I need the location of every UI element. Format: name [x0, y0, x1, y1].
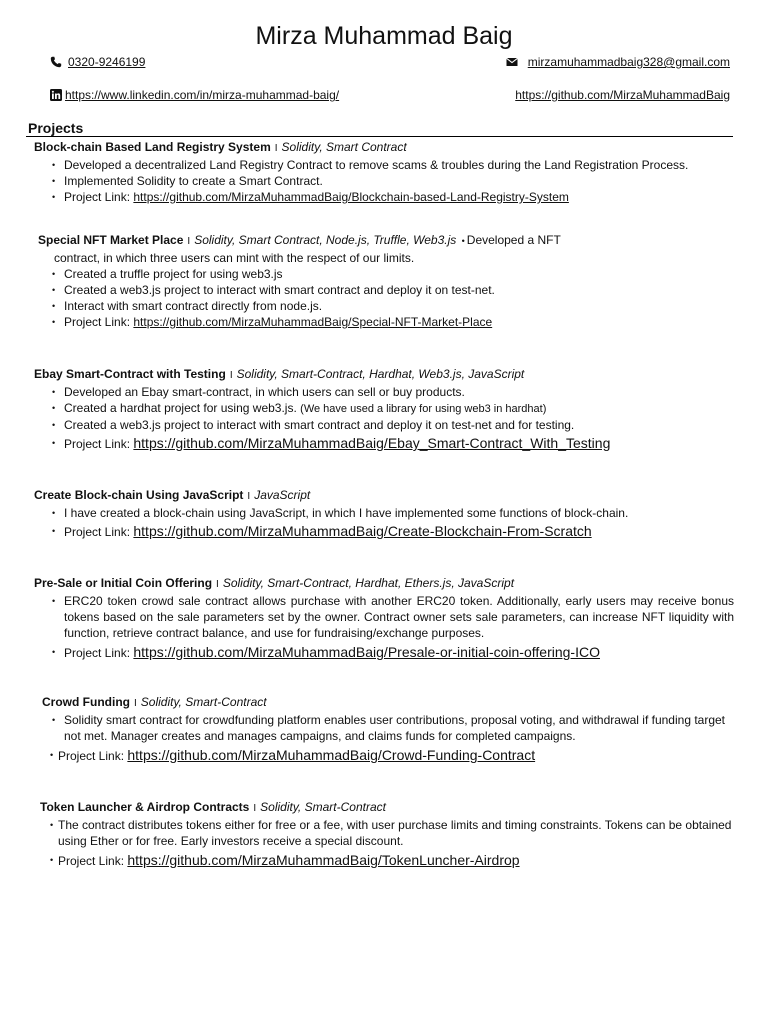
project-link-label: Project Link: [64, 315, 131, 329]
github-contact [515, 88, 730, 102]
list-item: • Created a web3.js project to interact with smart contract and deploy it on test-net. [34, 282, 738, 298]
project-tech: Solidity, Smart-Contract, Hardhat, Web3.js, JavaScript [236, 367, 525, 381]
list-item [34, 644, 734, 661]
project-tech: Solidity, Smart Contract [281, 140, 407, 154]
project-tech: Solidity, Smart-Contract, Hardhat, Ethers.js, JavaScript [222, 576, 515, 590]
project-title: Create Block-chain Using JavaScript [34, 488, 244, 502]
project-title: Ebay Smart-Contract with Testing [34, 367, 226, 381]
list-item [34, 852, 734, 869]
project-link[interactable]: https://github.com/MirzaMuhammadBaig/Ebay_Smart-Contract_With_Testing [133, 435, 611, 451]
project-link[interactable]: https://github.com/MirzaMuhammadBaig/Blockchain-based-Land-Registry-System [133, 190, 569, 204]
inline-bullet: • [461, 236, 465, 246]
bullet-text: Created a hardhat project for using web3.js. [64, 401, 297, 415]
bullet-list [34, 266, 738, 330]
linkedin-link[interactable]: https://www.linkedin.com/in/mirza-muhammad-baig/ [65, 88, 340, 102]
project-link[interactable]: https://github.com/MirzaMuhammadBaig/Crowd-Funding-Contract [127, 747, 536, 763]
project-link-label: Project Link: [58, 854, 125, 868]
project-title: Token Launcher & Airdrop Contracts [40, 800, 250, 814]
list-item [34, 400, 734, 417]
list-item: • Developed a decentralized Land Registry Contract to remove scams & troubles during the Land Registration Process. [34, 157, 734, 173]
project-link[interactable]: https://github.com/MirzaMuhammadBaig/Create-Blockchain-From-Scratch [133, 523, 592, 539]
project-title: Crowd Funding [42, 695, 130, 709]
list-item [34, 435, 734, 452]
bullet-note: (We have used a library for using web3 in hardhat) [300, 403, 547, 415]
project-description: Developed a NFT [466, 233, 561, 247]
email-contact [506, 55, 730, 69]
project-description-cont: contract, in which three users can mint with the respect of our limits. [54, 251, 415, 265]
project-ico [34, 575, 734, 661]
bullet-list [34, 817, 734, 869]
project-token-launcher [40, 799, 734, 869]
list-item [34, 523, 734, 540]
project-tech: JavaScript [254, 488, 311, 502]
phone-contact [50, 55, 145, 69]
bullet-list [34, 157, 734, 205]
list-item [34, 189, 734, 205]
bullet-list [34, 505, 734, 540]
project-header [42, 694, 734, 712]
list-item: • Created a truffle project for using web3.js [34, 266, 738, 282]
section-title: Projects [28, 120, 84, 136]
project-js-blockchain [34, 487, 734, 540]
list-item: • Created a web3.js project to interact with smart contract and deploy it on test-net and for testing. [34, 417, 734, 433]
project-link-label: Project Link: [64, 525, 131, 539]
bullet-list [34, 712, 734, 764]
linkedin-contact [50, 88, 339, 102]
project-title: Special NFT Market Place [38, 233, 184, 247]
list-item: • Solidity smart contract for crowdfunding platform enables user contributions, proposal voting, and withdrawal if funding target not met. Manager creates and manages campaigns, and claims funds for completed campaigns. [34, 712, 734, 744]
project-link-label: Project Link: [64, 646, 131, 660]
project-tech: Solidity, Smart-Contract [140, 695, 267, 709]
project-tech: Solidity, Smart Contract, Node.js, Truffle, Web3.js [194, 233, 457, 247]
project-header [34, 487, 734, 505]
list-item [34, 314, 738, 330]
separator: I [216, 579, 219, 590]
project-header [38, 232, 738, 250]
section-divider [26, 136, 733, 137]
project-link[interactable]: https://github.com/MirzaMuhammadBaig/TokenLuncher-Airdrop [127, 852, 520, 868]
list-item: • The contract distributes tokens either for free or a fee, with user purchase limits and timing constraints. Tokens can be obtained using Ether or for free. Early investors receive a special discount. [34, 817, 734, 849]
project-header [34, 139, 734, 157]
envelope-icon [506, 56, 518, 68]
separator: I [274, 143, 278, 154]
project-link-label: Project Link: [64, 190, 131, 204]
list-item: • I have created a block-chain using JavaScript, in which I have implemented some functions of block-chain. [34, 505, 734, 521]
project-header [34, 366, 734, 384]
project-link[interactable]: https://github.com/MirzaMuhammadBaig/Presale-or-initial-coin-offering-ICO [133, 644, 600, 660]
resume-name: Mirza Muhammad Baig [255, 22, 513, 50]
list-item: • ERC20 token crowd sale contract allows purchase with another ERC20 token. Additionally, early users may receive bonus tokens based on the sale parameters set by the owner. Contract owner sets sale parameters, can increase NFT liquidity with function, retrieve contract balance, and use for fundraising/exchange purposes. [34, 593, 734, 641]
bullet-list [34, 593, 734, 661]
phone-link[interactable]: 0320-9246199 [68, 55, 146, 69]
project-link[interactable]: https://github.com/MirzaMuhammadBaig/Special-NFT-Market-Place [133, 315, 493, 329]
separator: I [247, 491, 251, 502]
phone-icon [50, 56, 62, 68]
github-link[interactable]: https://github.com/MirzaMuhammadBaig [515, 88, 730, 102]
project-land-registry [34, 139, 734, 205]
list-item: • Developed an Ebay smart-contract, in which users can sell or buy products. [34, 384, 734, 400]
project-link-label: Project Link: [64, 437, 131, 451]
list-item: • Implemented Solidity to create a Smart Contract. [34, 173, 734, 189]
bullet-list [34, 384, 734, 452]
email-link[interactable]: mirzamuhammadbaig328@gmail.com [527, 55, 730, 69]
separator: I [133, 698, 137, 709]
project-nft-market [38, 232, 738, 330]
project-crowd-funding [42, 694, 734, 764]
separator: I [253, 803, 257, 814]
project-title: Pre-Sale or Initial Coin Offering [34, 576, 213, 590]
project-header [34, 575, 734, 593]
list-item: • Interact with smart contract directly from node.js. [34, 298, 738, 314]
project-title: Block-chain Based Land Registry System [34, 140, 271, 154]
project-link-label: Project Link: [58, 749, 125, 763]
separator: I [187, 236, 191, 247]
separator: I [229, 370, 233, 381]
list-item [34, 747, 734, 764]
project-ebay [34, 366, 734, 452]
linkedin-icon [50, 89, 62, 101]
project-tech: Solidity, Smart-Contract [260, 800, 386, 814]
project-header [40, 799, 734, 817]
